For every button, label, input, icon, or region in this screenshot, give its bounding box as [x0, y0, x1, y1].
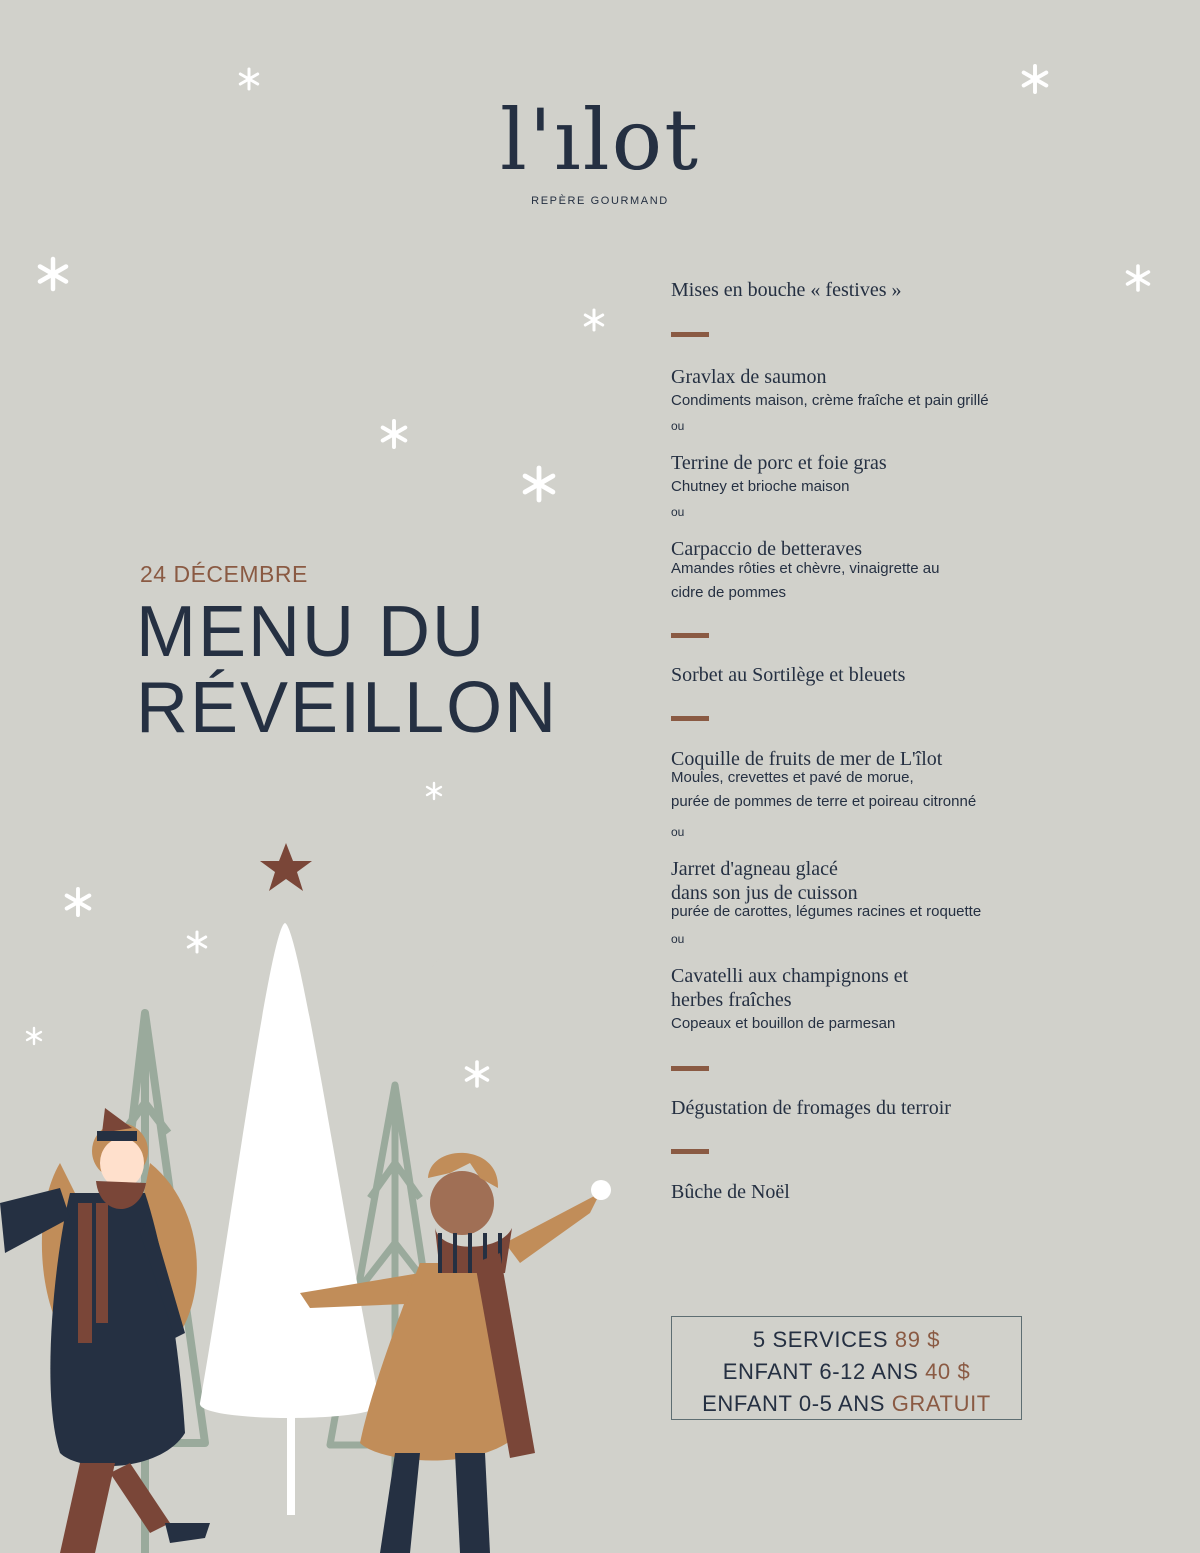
logo-wordmark: l'ılot [499, 91, 700, 189]
course-cheese: Dégustation de fromages du terroir [671, 1097, 951, 1119]
course-description: Copeaux et bouillon de parmesan [671, 1015, 896, 1032]
snowflake-icon [40, 259, 66, 289]
logo [400, 91, 800, 207]
title-line-1: MENU DU [136, 592, 486, 672]
course-title: Cavatelli aux champignons et [671, 965, 909, 987]
mains-section [671, 747, 1091, 1036]
section-divider [671, 1149, 709, 1154]
white-tree [200, 923, 380, 1515]
course-sorbet: Sorbet au Sortilège et bleuets [671, 664, 906, 686]
course-description: purée de pommes de terre et poireau citronné [671, 793, 977, 810]
snowflake-icon [585, 310, 602, 330]
course-description: Chutney et brioche maison [671, 478, 850, 495]
course-amuse: Mises en bouche « festives » [671, 279, 902, 301]
event-date: 24 DÉCEMBRE [140, 561, 308, 587]
or-separator: ou [671, 932, 685, 946]
section-divider [671, 1066, 709, 1071]
menu-list [671, 276, 1091, 1204]
snowflake-icon [525, 468, 553, 500]
course-title: Jarret d'agneau glacé [671, 858, 838, 880]
or-separator: ou [671, 825, 685, 839]
course-dessert: Bûche de Noël [671, 1181, 790, 1203]
price-label: ENFANT 6-12 ANS [722, 1359, 919, 1384]
course-title: Terrine de porc et foie gras [671, 452, 887, 474]
pricing-box [671, 1316, 1022, 1420]
course-title: Gravlax de saumon [671, 366, 827, 388]
price-label: 5 SERVICES [752, 1327, 889, 1352]
snowflake-icon [1128, 266, 1149, 290]
price-value: 40 $ [925, 1359, 971, 1384]
moon-icon [370, 893, 446, 982]
winter-scene-illustration [0, 833, 640, 1553]
course-title: herbes fraîches [671, 989, 792, 1011]
course-description: Condiments maison, crème fraîche et pain grillé [671, 392, 989, 409]
or-separator: ou [671, 419, 685, 433]
section-divider [671, 716, 709, 721]
course-title: dans son jus de cuisson [671, 882, 858, 904]
starters-section [671, 365, 1091, 605]
course-description: purée de carottes, légumes racines et roquette [671, 903, 982, 920]
page-title [136, 594, 558, 746]
course-description: Amandes rôties et chèvre, vinaigrette au [671, 560, 940, 577]
price-label: ENFANT 0-5 ANS [702, 1391, 885, 1416]
price-value: GRATUIT [891, 1391, 991, 1416]
course-description: cidre de pommes [671, 584, 787, 601]
section-divider [671, 633, 709, 638]
price-row [672, 1388, 1021, 1420]
or-separator: ou [671, 505, 685, 519]
logo-tagline: REPÈRE GOURMAND [531, 195, 669, 207]
price-value: 89 $ [894, 1327, 941, 1352]
snowflake-icon [240, 69, 257, 89]
section-divider [671, 332, 709, 337]
course-title: Coquille de fruits de mer de L'îlot [671, 748, 943, 770]
snowflake-icon [1024, 66, 1047, 92]
snowflake-icon [383, 421, 406, 447]
price-row [672, 1356, 1021, 1388]
title-line-2: RÉVEILLON [136, 668, 559, 748]
snowflake-icon [427, 783, 441, 799]
person-left [0, 1108, 210, 1553]
price-row [672, 1324, 1021, 1356]
course-description: Moules, crevettes et pavé de morue, [671, 769, 914, 786]
star-icon [260, 843, 312, 891]
course-title: Carpaccio de betteraves [671, 538, 863, 560]
